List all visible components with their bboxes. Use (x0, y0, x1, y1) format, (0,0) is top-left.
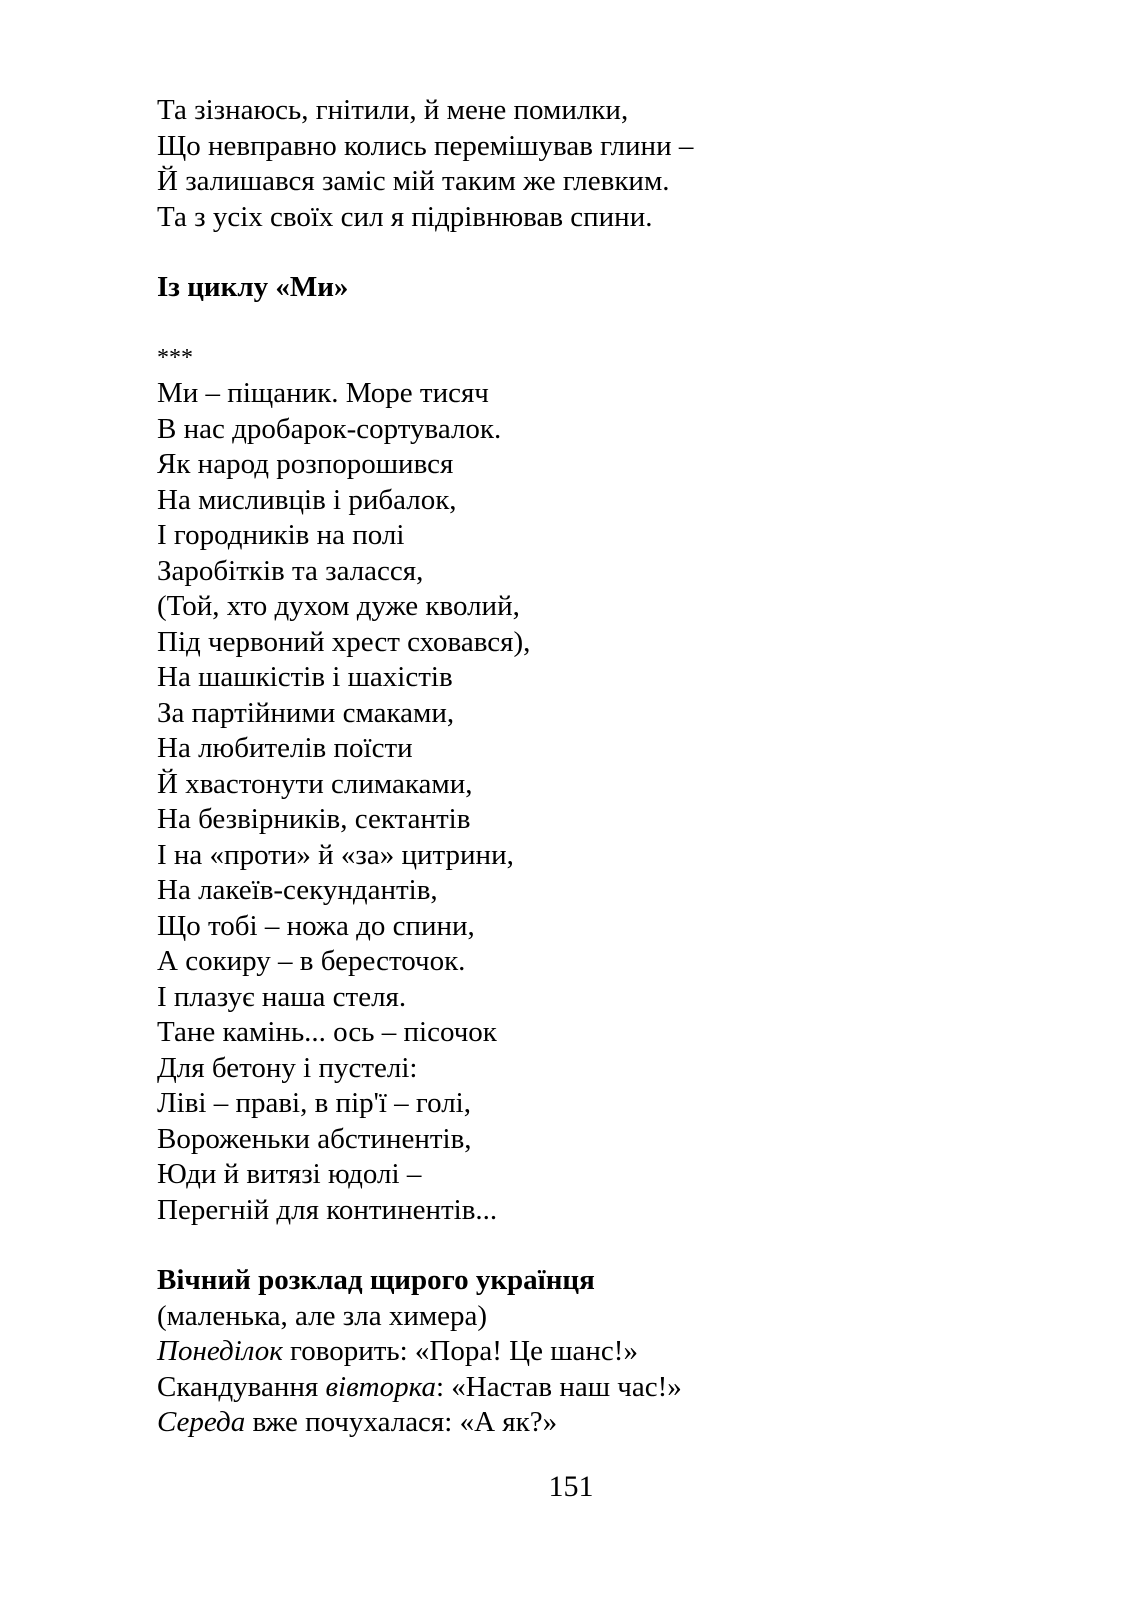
weekday-word: Середа (157, 1406, 246, 1438)
poem-line: Й хвастонути слимаками, (157, 767, 473, 800)
line-text: говорить: «Пора! Це шанс!» (282, 1335, 638, 1367)
poem-line: Юди й витязі юдолі – (157, 1158, 422, 1190)
poem-line (157, 1405, 1057, 1441)
poem-line: На мисливців і рибалок, (157, 483, 457, 516)
line-text: вже почухалася: «А як?» (245, 1406, 558, 1438)
asterisk-separator: *** (157, 344, 193, 371)
poem-line: Під червоний хрест сховався), (157, 625, 531, 658)
stanza-line: Й залишався заміс мій таким же глевким. (157, 165, 670, 197)
stanza-line: Що невправно колись перемішував глини – (157, 129, 694, 162)
weekday-word: Понеділок (157, 1335, 283, 1367)
poem-line: На любителів поїсти (157, 732, 413, 764)
poem-line: Заробітків та заласся, (157, 554, 424, 587)
poem-line: А сокиру – в бересточок. (157, 945, 466, 977)
poem-line: Ми – піщаник. Море тисяч (157, 377, 489, 409)
stanza-line: Та зізнаюсь, гнітили, й мене помилки, (157, 94, 629, 126)
poem-line: Ліві – праві, в пір'ї – голі, (157, 1087, 471, 1119)
poem-line: За партійними смаками, (157, 696, 455, 729)
second-poem (157, 1263, 1057, 1441)
poem-line: Тане камінь... ось – пісочок (157, 1016, 497, 1048)
poem-line: Вороженьки абстинентів, (157, 1122, 472, 1155)
poem-title: Вічний розклад щирого українця (157, 1264, 595, 1296)
poem-body (157, 376, 1057, 1228)
page-number: 151 (548, 1470, 594, 1503)
poem-line: Перегній для континентів... (157, 1193, 498, 1226)
poem-line: І городників на полі (157, 519, 405, 551)
poem-line: На безвірників, сектантів (157, 803, 471, 835)
poem-line: Як народ розпорошився (157, 448, 454, 480)
poem-line: І на «проти» й «за» цитрини, (157, 838, 514, 871)
poem-line: (Той, хто духом дуже кволий, (157, 590, 520, 622)
poem-line: На лакеїв-секундантів, (157, 874, 438, 906)
poem-line (157, 1334, 1057, 1370)
stanza-line: Та з усіх своїх сил я підрівнював спини. (157, 200, 653, 233)
line-text: : «Настав наш час!» (435, 1370, 682, 1403)
page-content (157, 93, 1057, 1441)
poem-line (157, 1370, 1057, 1406)
poem-line: І плазує наша стеля. (157, 980, 407, 1013)
poem-line: На шашкістів і шахістів (157, 661, 453, 693)
top-stanza (157, 93, 1057, 235)
weekday-word: вівторка (325, 1370, 436, 1403)
line-text: Скандування (157, 1370, 326, 1403)
poem-line: Що тобі – ножа до спини, (157, 909, 475, 942)
poem-line: Для бетону і пустелі: (157, 1051, 418, 1084)
section-heading: Із циклу «Ми» (157, 271, 349, 303)
poem-subtitle: (маленька, але зла химера) (157, 1299, 488, 1332)
poem-line: В нас дробарок-сортувалок. (157, 412, 502, 445)
